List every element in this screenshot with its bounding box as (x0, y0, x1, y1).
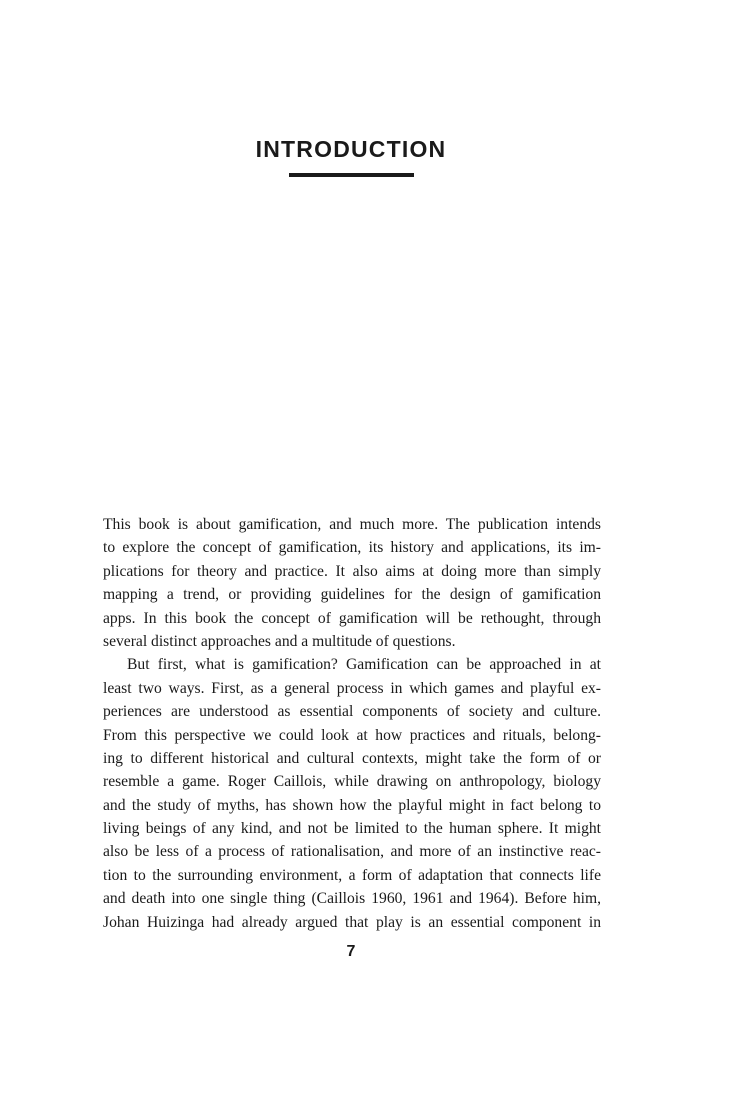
text-line: and death into one single thing (Caillois 1960, 1961 and 1964). Before him, (103, 890, 601, 908)
text-line: living beings of any kind, and not be limited to the human sphere. It might (103, 820, 601, 838)
text-line: From this perspective we could look at how practices and rituals, belong- (103, 726, 601, 744)
text-line: But first, what is gamification? Gamification can be approached in at (127, 656, 601, 674)
body-text (103, 513, 601, 934)
page-number: 7 (346, 943, 356, 960)
chapter-title: INTRODUCTION (255, 136, 447, 163)
text-line: Johan Huizinga had already argued that play is an essential component in (103, 913, 601, 931)
text-line: several distinct approaches and a multitude of questions. (103, 632, 456, 650)
text-line: to explore the concept of gamification, its history and applications, its im- (103, 539, 601, 557)
text-line: tion to the surrounding environment, a form of adaptation that connects life (103, 866, 601, 884)
text-line: resemble a game. Roger Caillois, while drawing on anthropology, biology (103, 773, 601, 791)
text-line: mapping a trend, or providing guidelines for the design of gamification (103, 586, 601, 604)
text-line: periences are understood as essential components of society and culture. (103, 703, 601, 721)
text-line: This book is about gamification, and much more. The publication intends (103, 516, 601, 533)
text-line: least two ways. First, as a general process in which games and playful ex- (103, 679, 601, 697)
text-line: plications for theory and practice. It also aims at doing more than simply (103, 562, 601, 580)
text-line: also be less of a process of rationalisation, and more of an instinctive reac- (103, 843, 601, 861)
text-line: ing to different historical and cultural contexts, might take the form of or (103, 749, 601, 767)
title-rule (289, 173, 414, 177)
text-line: apps. In this book the concept of gamification will be rethought, through (103, 609, 601, 627)
text-line: and the study of myths, has shown how the playful might in fact belong to (103, 796, 601, 814)
